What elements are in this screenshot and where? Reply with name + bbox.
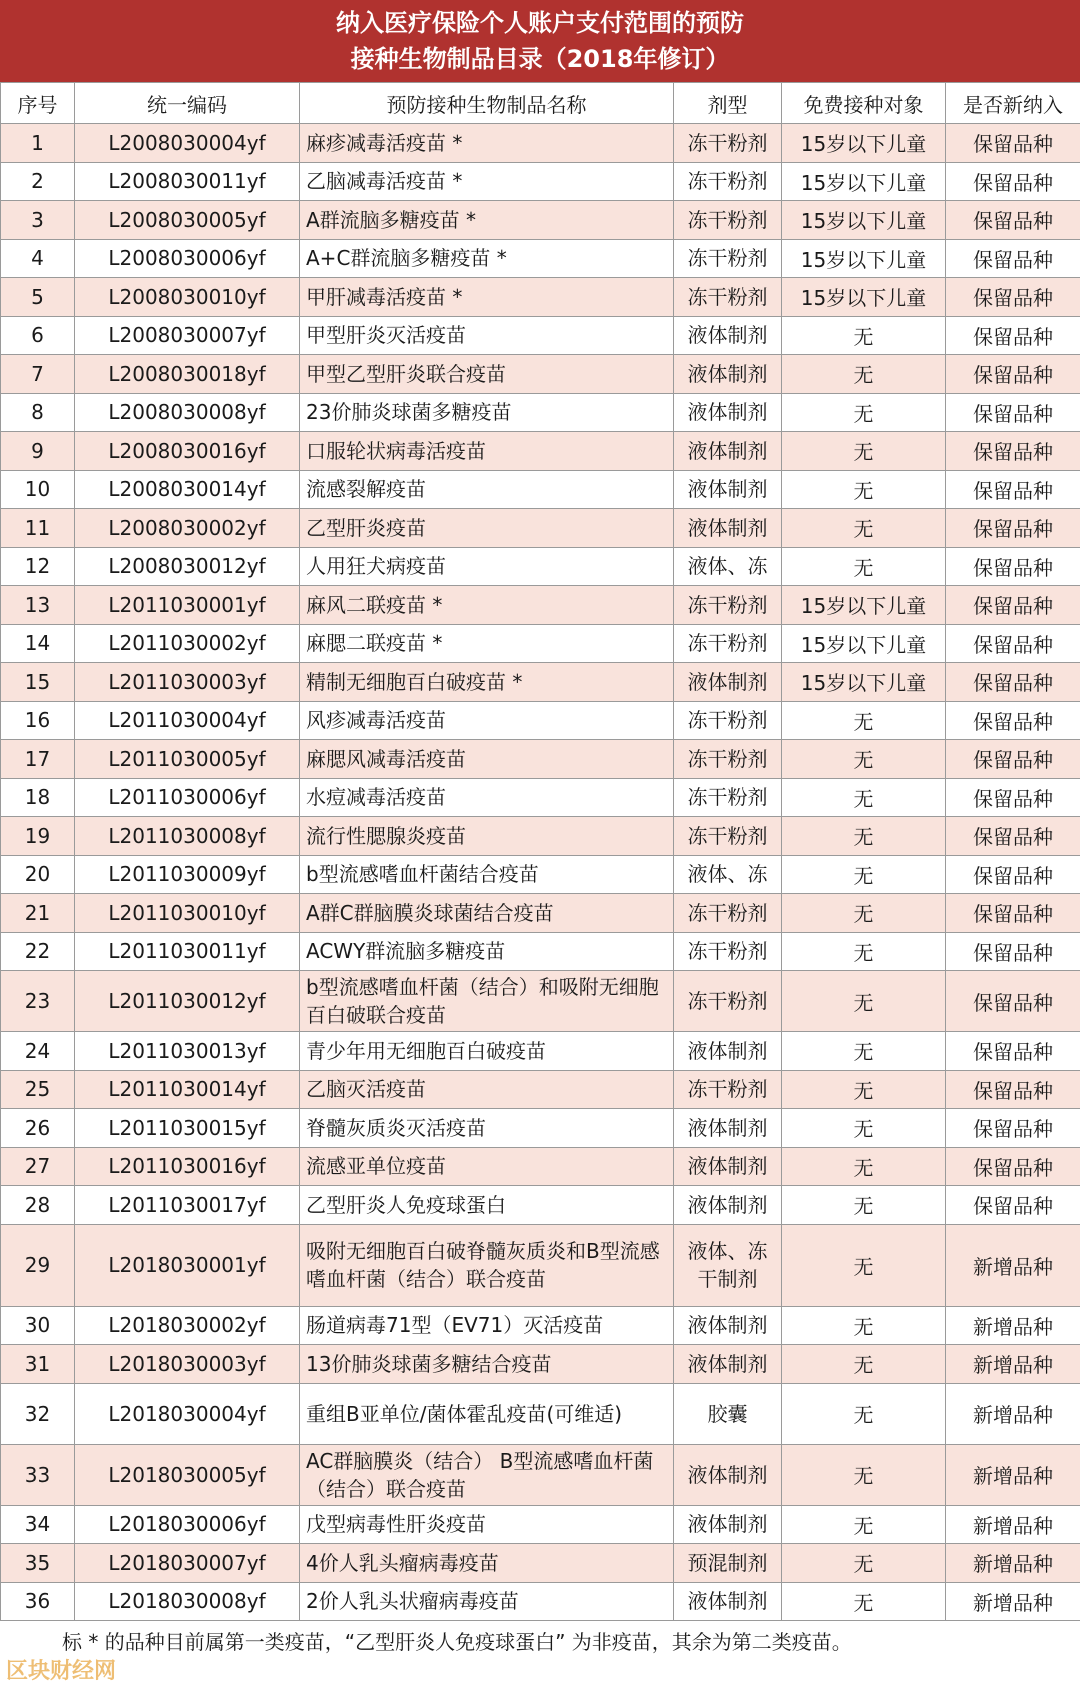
cell-target: 15岁以下儿童 (782, 162, 946, 201)
cell-status: 新增品种 (946, 1544, 1080, 1583)
table-row (1, 778, 1080, 817)
cell-no: 35 (1, 1544, 75, 1583)
cell-form: 冻干粉剂 (674, 624, 782, 663)
column-header-status: 是否新纳入 (946, 83, 1080, 124)
cell-form: 冻干粉剂 (674, 894, 782, 933)
cell-status: 新增品种 (946, 1505, 1080, 1544)
cell-no: 19 (1, 817, 75, 856)
cell-code: L2011030006yf (75, 778, 300, 817)
cell-form: 液体制剂 (674, 1505, 782, 1544)
cell-no: 29 (1, 1224, 75, 1306)
cell-name: 流行性腮腺炎疫苗 (300, 817, 674, 856)
cell-status: 保留品种 (946, 432, 1080, 471)
cell-no: 36 (1, 1582, 75, 1621)
cell-code: L2018030001yf (75, 1224, 300, 1306)
cell-name: 乙型肝炎人免疫球蛋白 (300, 1186, 674, 1225)
cell-code: L2018030008yf (75, 1582, 300, 1621)
cell-name: 麻腮二联疫苗 * (300, 624, 674, 663)
cell-status: 保留品种 (946, 1070, 1080, 1109)
cell-code: L2008030018yf (75, 355, 300, 394)
cell-code: L2011030010yf (75, 894, 300, 933)
cell-name: 水痘减毒活疫苗 (300, 778, 674, 817)
table-row (1, 1032, 1080, 1071)
cell-no: 26 (1, 1109, 75, 1148)
cell-name: 戊型病毒性肝炎疫苗 (300, 1505, 674, 1544)
cell-code: L2018030002yf (75, 1306, 300, 1345)
cell-name: 2价人乳头状瘤病毒疫苗 (300, 1582, 674, 1621)
cell-name: b型流感嗜血杆菌（结合）和吸附无细胞百白破联合疫苗 (300, 971, 674, 1032)
cell-no: 33 (1, 1444, 75, 1505)
cell-form: 液体制剂 (674, 393, 782, 432)
table-row (1, 1345, 1080, 1384)
cell-no: 9 (1, 432, 75, 471)
table-row (1, 586, 1080, 625)
cell-code: L2018030006yf (75, 1505, 300, 1544)
table-row (1, 701, 1080, 740)
cell-status: 保留品种 (946, 278, 1080, 317)
cell-name: 乙型肝炎疫苗 (300, 509, 674, 548)
cell-status: 保留品种 (946, 894, 1080, 933)
cell-no: 2 (1, 162, 75, 201)
cell-code: L2011030015yf (75, 1109, 300, 1148)
table-row (1, 239, 1080, 278)
cell-no: 13 (1, 586, 75, 625)
cell-target: 无 (782, 1444, 946, 1505)
cell-form: 液体制剂 (674, 509, 782, 548)
table-row (1, 201, 1080, 240)
cell-no: 7 (1, 355, 75, 394)
cell-name: AC群脑膜炎（结合） B型流感嗜血杆菌（结合）联合疫苗 (300, 1444, 674, 1505)
cell-target: 无 (782, 894, 946, 933)
footnote (0, 1621, 1080, 1659)
cell-form: 冻干粉剂 (674, 740, 782, 779)
cell-target: 15岁以下儿童 (782, 239, 946, 278)
cell-status: 新增品种 (946, 1224, 1080, 1306)
cell-name: 13价肺炎球菌多糖结合疫苗 (300, 1345, 674, 1384)
cell-no: 15 (1, 663, 75, 702)
cell-status: 保留品种 (946, 971, 1080, 1032)
cell-no: 27 (1, 1147, 75, 1186)
cell-code: L2008030004yf (75, 124, 300, 163)
table-row (1, 509, 1080, 548)
table-row (1, 663, 1080, 702)
cell-code: L2011030014yf (75, 1070, 300, 1109)
cell-form: 液体制剂 (674, 1582, 782, 1621)
vaccine-table (0, 82, 1080, 1621)
cell-status: 保留品种 (946, 1032, 1080, 1071)
cell-status: 保留品种 (946, 201, 1080, 240)
cell-code: L2018030004yf (75, 1383, 300, 1444)
cell-name: 流感裂解疫苗 (300, 470, 674, 509)
cell-target: 无 (782, 1032, 946, 1071)
cell-code: L2008030011yf (75, 162, 300, 201)
cell-target: 15岁以下儿童 (782, 624, 946, 663)
cell-form: 液体制剂 (674, 355, 782, 394)
cell-code: L2011030003yf (75, 663, 300, 702)
cell-no: 23 (1, 971, 75, 1032)
cell-status: 保留品种 (946, 701, 1080, 740)
table-row (1, 278, 1080, 317)
cell-target: 无 (782, 1070, 946, 1109)
cell-form: 液体制剂 (674, 470, 782, 509)
column-header-target: 免费接种对象 (782, 83, 946, 124)
cell-code: L2008030016yf (75, 432, 300, 471)
cell-no: 18 (1, 778, 75, 817)
cell-form: 液体制剂 (674, 1444, 782, 1505)
cell-target: 无 (782, 971, 946, 1032)
cell-code: L2011030011yf (75, 932, 300, 971)
cell-name: 风疹减毒活疫苗 (300, 701, 674, 740)
table-row (1, 1147, 1080, 1186)
cell-code: L2008030014yf (75, 470, 300, 509)
cell-name: 4价人乳头瘤病毒疫苗 (300, 1544, 674, 1583)
cell-code: L2011030004yf (75, 701, 300, 740)
cell-no: 31 (1, 1345, 75, 1384)
cell-form: 液体、冻 (674, 855, 782, 894)
cell-status: 保留品种 (946, 470, 1080, 509)
column-header-code: 统一编码 (75, 83, 300, 124)
cell-status: 保留品种 (946, 855, 1080, 894)
table-row (1, 1444, 1080, 1505)
cell-form: 预混制剂 (674, 1544, 782, 1583)
cell-no: 5 (1, 278, 75, 317)
cell-no: 17 (1, 740, 75, 779)
table-row (1, 316, 1080, 355)
table-row (1, 393, 1080, 432)
cell-status: 保留品种 (946, 355, 1080, 394)
cell-no: 14 (1, 624, 75, 663)
cell-status: 保留品种 (946, 778, 1080, 817)
table-row (1, 1383, 1080, 1444)
table-row (1, 971, 1080, 1032)
cell-target: 无 (782, 855, 946, 894)
table-row (1, 817, 1080, 856)
cell-code: L2011030017yf (75, 1186, 300, 1225)
cell-target: 无 (782, 1147, 946, 1186)
cell-status: 新增品种 (946, 1582, 1080, 1621)
cell-name: 肠道病毒71型（EV71）灭活疫苗 (300, 1306, 674, 1345)
column-header-name: 预防接种生物制品名称 (300, 83, 674, 124)
column-header-form: 剂型 (674, 83, 782, 124)
cell-form: 液体、冻 (674, 547, 782, 586)
table-row (1, 432, 1080, 471)
cell-target: 无 (782, 1186, 946, 1225)
cell-target: 无 (782, 778, 946, 817)
cell-target: 无 (782, 1383, 946, 1444)
cell-code: L2011030016yf (75, 1147, 300, 1186)
cell-no: 11 (1, 509, 75, 548)
cell-status: 保留品种 (946, 740, 1080, 779)
cell-name: 人用狂犬病疫苗 (300, 547, 674, 586)
cell-code: L2018030003yf (75, 1345, 300, 1384)
cell-no: 1 (1, 124, 75, 163)
cell-status: 保留品种 (946, 624, 1080, 663)
cell-name: 脊髓灰质炎灭活疫苗 (300, 1109, 674, 1148)
cell-status: 保留品种 (946, 239, 1080, 278)
table-row (1, 355, 1080, 394)
cell-name: 麻腮风减毒活疫苗 (300, 740, 674, 779)
table-row (1, 855, 1080, 894)
cell-no: 21 (1, 894, 75, 933)
cell-no: 10 (1, 470, 75, 509)
cell-status: 保留品种 (946, 1109, 1080, 1148)
cell-target: 无 (782, 1224, 946, 1306)
cell-no: 28 (1, 1186, 75, 1225)
cell-no: 30 (1, 1306, 75, 1345)
cell-form: 冻干粉剂 (674, 1070, 782, 1109)
cell-target: 无 (782, 701, 946, 740)
cell-code: L2008030006yf (75, 239, 300, 278)
cell-name: 流感亚单位疫苗 (300, 1147, 674, 1186)
cell-name: 乙脑灭活疫苗 (300, 1070, 674, 1109)
cell-target: 15岁以下儿童 (782, 586, 946, 625)
cell-no: 20 (1, 855, 75, 894)
cell-form: 液体制剂 (674, 1147, 782, 1186)
cell-name: b型流感嗜血杆菌结合疫苗 (300, 855, 674, 894)
cell-target: 无 (782, 547, 946, 586)
cell-form: 液体制剂 (674, 316, 782, 355)
table-header-row (1, 83, 1080, 124)
title-line-2: 接种生物制品目录（2018年修订） (350, 45, 730, 73)
cell-name: A群C群脑膜炎球菌结合疫苗 (300, 894, 674, 933)
table-row (1, 1070, 1080, 1109)
cell-code: L2011030008yf (75, 817, 300, 856)
cell-form: 冻干粉剂 (674, 278, 782, 317)
cell-code: L2008030010yf (75, 278, 300, 317)
cell-code: L2011030012yf (75, 971, 300, 1032)
cell-name: 重组B亚单位/菌体霍乱疫苗(可维适) (300, 1383, 674, 1444)
table-row (1, 1186, 1080, 1225)
table-row (1, 162, 1080, 201)
cell-form: 冻干粉剂 (674, 778, 782, 817)
cell-code: L2011030005yf (75, 740, 300, 779)
cell-form: 胶囊 (674, 1383, 782, 1444)
cell-form: 液体、冻干制剂 (674, 1224, 782, 1306)
table-title (0, 0, 1080, 82)
cell-status: 新增品种 (946, 1444, 1080, 1505)
cell-name: ACWY群流脑多糖疫苗 (300, 932, 674, 971)
cell-code: L2008030002yf (75, 509, 300, 548)
cell-target: 无 (782, 932, 946, 971)
table-row (1, 1544, 1080, 1583)
cell-no: 16 (1, 701, 75, 740)
cell-code: L2011030001yf (75, 586, 300, 625)
table-row (1, 1109, 1080, 1148)
cell-code: L2011030013yf (75, 1032, 300, 1071)
cell-form: 液体制剂 (674, 1306, 782, 1345)
cell-status: 保留品种 (946, 1147, 1080, 1186)
cell-status: 保留品种 (946, 124, 1080, 163)
cell-target: 无 (782, 355, 946, 394)
cell-form: 冻干粉剂 (674, 201, 782, 240)
cell-target: 无 (782, 1345, 946, 1384)
cell-no: 34 (1, 1505, 75, 1544)
cell-no: 25 (1, 1070, 75, 1109)
cell-name: A群流脑多糖疫苗 * (300, 201, 674, 240)
cell-name: 口服轮状病毒活疫苗 (300, 432, 674, 471)
cell-status: 保留品种 (946, 393, 1080, 432)
cell-form: 冻干粉剂 (674, 971, 782, 1032)
cell-form: 液体制剂 (674, 432, 782, 471)
cell-status: 保留品种 (946, 162, 1080, 201)
cell-target: 无 (782, 393, 946, 432)
cell-name: 麻疹减毒活疫苗 * (300, 124, 674, 163)
cell-name: 麻风二联疫苗 * (300, 586, 674, 625)
table-row (1, 470, 1080, 509)
cell-form: 冻干粉剂 (674, 586, 782, 625)
cell-status: 保留品种 (946, 932, 1080, 971)
cell-status: 保留品种 (946, 1186, 1080, 1225)
cell-name: 甲型肝炎灭活疫苗 (300, 316, 674, 355)
cell-code: L2008030005yf (75, 201, 300, 240)
cell-no: 3 (1, 201, 75, 240)
cell-form: 液体制剂 (674, 1109, 782, 1148)
cell-no: 4 (1, 239, 75, 278)
cell-name: 精制无细胞百白破疫苗 * (300, 663, 674, 702)
cell-no: 32 (1, 1383, 75, 1444)
cell-name: 吸附无细胞百白破脊髓灰质炎和B型流感嗜血杆菌（结合）联合疫苗 (300, 1224, 674, 1306)
cell-no: 6 (1, 316, 75, 355)
table-row (1, 932, 1080, 971)
cell-code: L2018030005yf (75, 1444, 300, 1505)
cell-status: 保留品种 (946, 316, 1080, 355)
title-line-1: 纳入医疗保险个人账户支付范围的预防 (336, 9, 744, 37)
cell-name: 乙脑减毒活疫苗 * (300, 162, 674, 201)
cell-target: 无 (782, 470, 946, 509)
cell-name: A+C群流脑多糖疫苗 * (300, 239, 674, 278)
cell-target: 无 (782, 1544, 946, 1583)
cell-form: 冻干粉剂 (674, 239, 782, 278)
cell-no: 8 (1, 393, 75, 432)
cell-status: 保留品种 (946, 586, 1080, 625)
cell-target: 无 (782, 817, 946, 856)
table-row (1, 124, 1080, 163)
cell-target: 无 (782, 316, 946, 355)
cell-form: 液体制剂 (674, 1032, 782, 1071)
table-row (1, 1582, 1080, 1621)
cell-code: L2008030008yf (75, 393, 300, 432)
cell-target: 15岁以下儿童 (782, 124, 946, 163)
cell-code: L2011030002yf (75, 624, 300, 663)
cell-target: 15岁以下儿童 (782, 201, 946, 240)
cell-status: 新增品种 (946, 1383, 1080, 1444)
cell-status: 保留品种 (946, 817, 1080, 856)
table-row (1, 624, 1080, 663)
table-row (1, 547, 1080, 586)
table-row (1, 740, 1080, 779)
cell-target: 无 (782, 1582, 946, 1621)
cell-form: 冻干粉剂 (674, 162, 782, 201)
cell-name: 甲肝减毒活疫苗 * (300, 278, 674, 317)
table-row (1, 1505, 1080, 1544)
cell-name: 23价肺炎球菌多糖疫苗 (300, 393, 674, 432)
cell-code: L2018030007yf (75, 1544, 300, 1583)
cell-target: 无 (782, 432, 946, 471)
cell-code: L2008030007yf (75, 316, 300, 355)
cell-no: 24 (1, 1032, 75, 1071)
cell-no: 12 (1, 547, 75, 586)
table-row (1, 1224, 1080, 1306)
table-row (1, 894, 1080, 933)
footnote-text: 标 * 的品种目前属第一类疫苗，“乙型肝炎人免疫球蛋白” 为非疫苗，其余为第二类疫苗。 (62, 1629, 852, 1654)
cell-form: 冻干粉剂 (674, 817, 782, 856)
cell-form: 冻干粉剂 (674, 701, 782, 740)
column-header-no: 序号 (1, 83, 75, 124)
cell-status: 保留品种 (946, 663, 1080, 702)
cell-target: 15岁以下儿童 (782, 278, 946, 317)
cell-code: L2008030012yf (75, 547, 300, 586)
cell-target: 无 (782, 1505, 946, 1544)
cell-code: L2011030009yf (75, 855, 300, 894)
cell-target: 无 (782, 1109, 946, 1148)
cell-name: 甲型乙型肝炎联合疫苗 (300, 355, 674, 394)
cell-target: 无 (782, 1306, 946, 1345)
table-row (1, 1306, 1080, 1345)
cell-status: 新增品种 (946, 1345, 1080, 1384)
cell-form: 液体制剂 (674, 1345, 782, 1384)
cell-target: 无 (782, 509, 946, 548)
watermark-logo: 区块财经网 (6, 1659, 117, 1684)
cell-status: 保留品种 (946, 509, 1080, 548)
cell-status: 保留品种 (946, 547, 1080, 586)
cell-no: 22 (1, 932, 75, 971)
cell-target: 15岁以下儿童 (782, 663, 946, 702)
cell-form: 冻干粉剂 (674, 124, 782, 163)
cell-form: 液体制剂 (674, 1186, 782, 1225)
cell-form: 冻干粉剂 (674, 932, 782, 971)
cell-status: 新增品种 (946, 1306, 1080, 1345)
cell-target: 无 (782, 740, 946, 779)
cell-name: 青少年用无细胞百白破疫苗 (300, 1032, 674, 1071)
cell-form: 液体制剂 (674, 663, 782, 702)
